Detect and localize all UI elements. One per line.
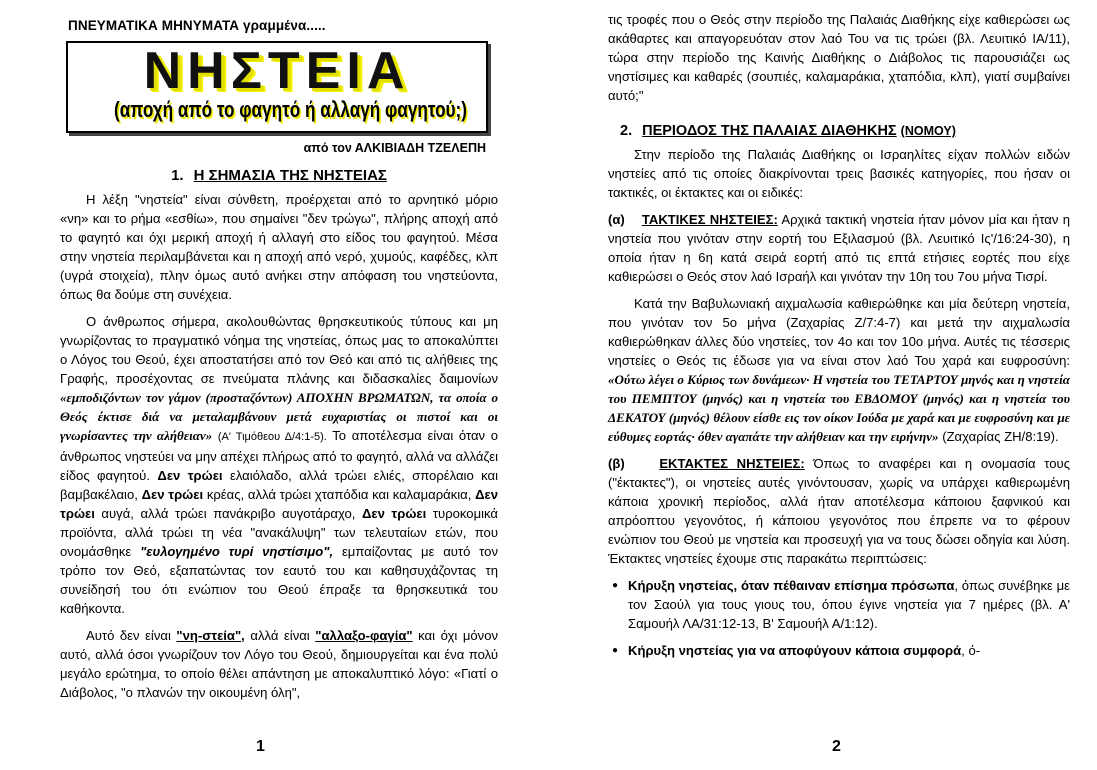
scripture-quote: «εμποδιζόντων τον γάμον (προσταζόντων) ΑΠΟΧΗΝ ΒΡΩΜΑΤΩΝ, τα οποία ο Θεός έκτισε διά να μεταλαμβάνουν μετά ευχαριστίας οι πιστοί και οι γνωρίσαντες την αλήθειαν» (60, 390, 498, 443)
section-a: (α) ΤΑΚΤΙΚΕΣ ΝΗΣΤΕΙΕΣ: Αρχικά τακτική νηστεία ήταν μόνον μία και ήταν η νηστεία που γινόταν στην εορτή του Εξιλασμού (βλ. Λευιτικό Ις'/16:24-30), η οποία ήταν η 6η κατά σειρά εορτή από τις επτά ετήσιες εορτές που είχε καθιερώσει ο Θεός στον λαό Ισραήλ και γινόταν την 10η του 7ου μήνα Τισρί. (608, 212, 1070, 284)
paragraph-continued: τις τροφές που ο Θεός στην περίοδο της Παλαιάς Διαθήκης είχε καθιερώσει ως ακάθαρτες και απαγορευόταν στον λαό Του να τις τρώει (βλ. Λευιτικό ΙΑ/11), τώρα στην περίοδο της Καινής Διαθήκης ο Διάβολος τις παρουσιάζει ως νηστίσιμες και καθαρές (σουπιές, καλαμαράκια, χταπόδια, κλπ), γιατί συμβαίνει αυτό;" (608, 12, 1070, 103)
paragraph-2: Ο άνθρωπος σήμερα, ακολουθώντας θρησκευτικούς τύπους και μη γνωρίζοντας το πραγματικό νόημα της νηστείας, όπως μας το αποκαλύπτει ο Λόγος του Θεού, έχει αποστατήσει από τον Θεό και από τις αλήθειες της Γραφής, προσέχοντας σε πνεύματα πλάνης και διδασκαλίες δαιμονίων «εμποδιζόντων τον γάμον (προσταζόντων) ΑΠΟΧΗΝ ΒΡΩΜΑΤΩΝ, τα οποία ο Θεός έκτισε διά να μεταλαμβάνουν μετά ευχαριστίας οι πιστοί και οι γνωρίσαντες την αλήθειαν» (Α' Τιμόθεου Δ/4:1-5). Το αποτέλεσμα είναι όταν ο άνθρωπος νηστεύει να μην απέχει πλήρως από το φαγητό, αλλά να αλλάζει είδος φαγητού. Δεν τρώει ελαιόλαδο, αλλά τρώει ελιές, σπορέλαιο και βαμβακέλαιο, Δεν τρώει κρέας, αλλά τρώει χταπόδια και καλαμαράκια, Δεν τρώει αυγά, αλλά τρώει πανάκριβο αυγοτάραχο, Δεν τρώει τυροκομικά προϊόντα, αλλά τρώει τη νέα "ανακάλυψη" των τελευταίων ετών, που ονομάσθηκε "ευλογημένο τυρί νηστίσιμο", εμπαίζοντας με αυτό τον τρόπο τον Θεό, εξαπατώντας τον εαυτό του και καθησυχάζοντας τη συνείδησή του ότι ενώπιον του Θεού έπραξε τα θρησκευτικά του καθήκοντα. (60, 314, 499, 616)
bullet-item: ● Κήρυξη νηστείας, όταν πέθαιναν επίσημα πρόσωπα, όπως συνέβηκε με τον Σαούλ για τους γιους του, όπου έγινε νηστεία για 7 ημέρες (βλ. Α' Σαμουήλ ΛΑ/31:12-13, Β' Σαμουήλ Α/1:12). (608, 576, 1070, 633)
title-banner (66, 41, 488, 133)
document-subtitle: (αποχή από το φαγητό ή αλλαγή φαγητού;) (113, 97, 467, 122)
page-left (0, 0, 548, 770)
document-title: ΝΗΣΤΕΙΑ (143, 42, 411, 100)
section-b: (β) ΕΚΤΑΚΤΕΣ ΝΗΣΤΕΙΕΣ: Όπως το αναφέρει και η ονομασία τους ("έκτακτες"), οι νηστείες αυτές γινόντουσαν, χωρίς να υπάρχει καθιερωμένη κάποια χρονική περίοδος, αλλά ήταν αποτέλεσμα κάποιου ξαφνικού και απρόοπτου γεγονότος, ή κάποιου γεγονότος που έπρεπε να το φέρουν ενώπιον του Θεού με νηστεία και προσευχή για να τους δώσει οδηγία και λύση. Έκτακτες νηστείες έχουμε στις παρακάτω περιπτώσεις: (608, 456, 1070, 566)
paragraph-intro: Στην περίοδο της Παλαιάς Διαθήκης οι Ισραηλίτες είχαν πολλών ειδών νηστείες από τις οποίες διακρίνονται τρεις βασικές κατηγορίες, που ήσαν οι τακτικές, οι έκτακτες και οι ειδικές: (608, 147, 1070, 200)
paragraph-babylon: Κατά την Βαβυλωνιακή αιχμαλωσία καθιερώθηκε και μία δεύτερη νηστεία, που γινόταν τον 5ο μήνα (Ζαχαρίας Ζ/7:4-7) και μετά την αιχμαλωσία καθιερώθηκαν άλλες δύο νηστείες, τον 4ο και τον 10ο μήνα. Αυτές τις τέσσερις νηστείες ο Θεός τις έδωσε για να είναι στον λαό Του χαρά και ευφροσύνη: «Ούτω λέγει ο Κύριος των δυνάμεων· Η νηστεία του ΤΕΤΑΡΤΟΥ μηνός και η νηστεία του ΠΕΜΠΤΟΥ (μηνός) και η νηστεία του ΕΒΔΟΜΟΥ (μηνός) και η νηστεία του ΔΕΚΑΤΟΥ (μηνός) θέλουν είσθε εις τον οίκον Ιούδα με χαρά και με ευφροσύνη και με εύθυμες εορτάς· όθεν αγαπάτε την αλήθειαν και την ειρήνην» (Ζαχαρίας ΖΗ/8:19). (608, 296, 1070, 444)
bullet-item: ● Κήρυξη νηστείας για να αποφύγουν κάποια συμφορά, ό- (608, 641, 1070, 660)
page-right (548, 0, 1097, 770)
scripture-ref: (Α' Τιμόθεου Δ/4:1-5). (217, 431, 327, 443)
page-number: 1 (256, 738, 265, 755)
section-heading-2: 2. ΠΕΡΙΟΔΟΣ ΤΗΣ ΠΑΛΑΙΑΣ ΔΙΑΘΗΚΗΣ (ΝΟΜΟΥ) (620, 123, 956, 139)
scripture-ref: (Ζαχαρίας ΖΗ/8:19). (942, 429, 1059, 444)
paragraph-1: Η λέξη "νηστεία" είναι σύνθετη, προέρχεται από το αρνητικό μόριο «νη» και το ρήμα «εσθίω», που σημαίνει "δεν τρώγω", πλήρης αποχή από το φαγητό και όχι μερική αποχή ή αλλαγή στο είδος του φαγητού. Μέσα στην νηστεία περιλαμβάνεται και η αποχή από νερό, χυμούς, καφέδες, κλπ (υγρά στοιχεία), πλην όμως αυτό ανήκει στην απόφαση του νηστεύοντα, όπως θα δούμε στη συνέχεια. (60, 192, 498, 302)
author-line: από τον ΑΛΚΙΒΙΑΔΗ ΤΖΕΛΕΠΗ (303, 141, 486, 155)
scripture-quote: «Ούτω λέγει ο Κύριος των δυνάμεων· Η νηστεία του ΤΕΤΑΡΤΟΥ μηνός και η νηστεία του ΠΕΜΠΤΟΥ (μηνός) και η νηστεία του ΕΒΔΟΜΟΥ (μηνός) και η νηστεία του ΔΕΚΑΤΟΥ (μηνός) θέλουν είσθε εις τον οίκον Ιούδα με χαρά και με ευφροσύνη και με εύθυμες εορτάς· όθεν αγαπάτε την αλήθειαν και την ειρήνην» (608, 372, 1070, 444)
paragraph-3: Αυτό δεν είναι "νη-στεία", αλλά είναι "αλλαξο-φαγία" και όχι μόνον αυτό, αλλά όσοι γνωρίζουν τον Λόγο του Θεού, δημιουργείται και ένα πολύ μεγάλο ερώτημα, το οποίο θέλει απάντηση με αποκαλυπτικό λόγο: «Γιατί ο Διάβολος, "ο πλανών την οικουμένη όλη", (60, 628, 499, 700)
series-title: ΠΝΕΥΜΑΤΙΚΑ ΜΗΝΥΜΑΤΑ γραμμένα..... (68, 18, 326, 33)
section-heading-1: 1. Η ΣΗΜΑΣΙΑ ΤΗΣ ΝΗΣΤΕΙΑΣ (171, 167, 387, 184)
page-number: 2 (832, 738, 841, 755)
